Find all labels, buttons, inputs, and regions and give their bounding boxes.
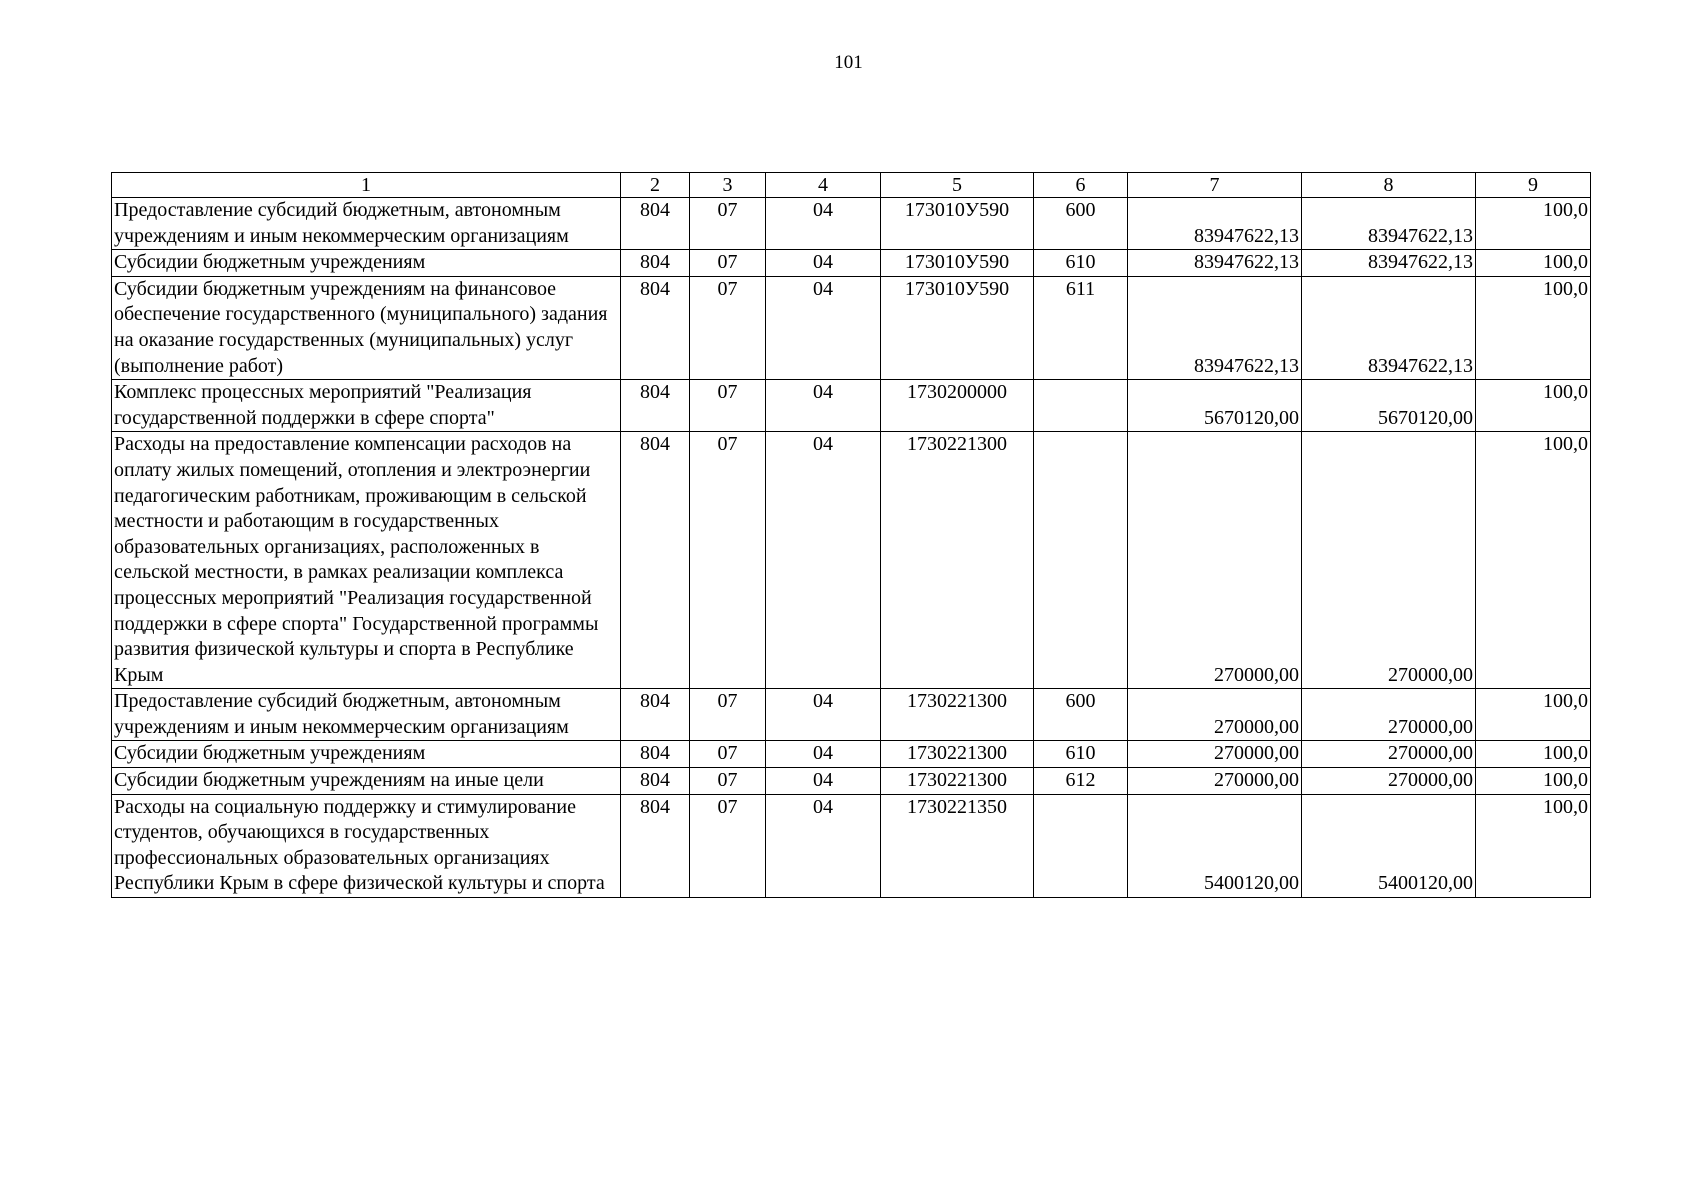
execution-percent: 100,0 [1476, 689, 1591, 741]
section-code: 07 [690, 250, 766, 277]
ministry-code: 804 [621, 250, 690, 277]
table-row [112, 250, 1591, 277]
expense-name: Комплекс процессных мероприятий "Реализация государственной поддержки в сфере спорта" [112, 380, 621, 432]
expense-name: Субсидии бюджетным учреждениям [112, 741, 621, 768]
target-article-code: 1730221350 [881, 794, 1034, 897]
ministry-code: 804 [621, 741, 690, 768]
expense-type-code [1034, 794, 1128, 897]
budget-table [111, 172, 1591, 898]
column-header: 2 [621, 173, 690, 198]
expense-type-code: 600 [1034, 198, 1128, 250]
target-article-code: 173010У590 [881, 250, 1034, 277]
actual-amount: 270000,00 [1302, 432, 1476, 689]
column-header: 9 [1476, 173, 1591, 198]
actual-amount: 83947622,13 [1302, 198, 1476, 250]
execution-percent: 100,0 [1476, 250, 1591, 277]
section-code: 07 [690, 689, 766, 741]
expense-name: Субсидии бюджетным учреждениям на финансовое обеспечение государственного (муниципального) задания на оказание государственных (муниципальных) услуг (выполнение работ) [112, 276, 621, 379]
section-code: 07 [690, 276, 766, 379]
subsection-code: 04 [766, 689, 881, 741]
execution-percent: 100,0 [1476, 741, 1591, 768]
column-header: 1 [112, 173, 621, 198]
expense-name: Предоставление субсидий бюджетным, автономным учреждениям и иным некоммерческим организациям [112, 689, 621, 741]
planned-amount: 83947622,13 [1128, 198, 1302, 250]
target-article-code: 1730221300 [881, 741, 1034, 768]
table-row [112, 276, 1591, 379]
ministry-code: 804 [621, 794, 690, 897]
section-code: 07 [690, 432, 766, 689]
actual-amount: 5400120,00 [1302, 794, 1476, 897]
subsection-code: 04 [766, 741, 881, 768]
expense-type-code: 610 [1034, 250, 1128, 277]
expense-type-code [1034, 432, 1128, 689]
expense-name: Субсидии бюджетным учреждениям [112, 250, 621, 277]
column-header: 6 [1034, 173, 1128, 198]
target-article-code: 173010У590 [881, 198, 1034, 250]
planned-amount: 270000,00 [1128, 689, 1302, 741]
planned-amount: 270000,00 [1128, 741, 1302, 768]
column-header: 4 [766, 173, 881, 198]
table-row [112, 741, 1591, 768]
ministry-code: 804 [621, 689, 690, 741]
table-row [112, 198, 1591, 250]
table-row [112, 768, 1591, 795]
planned-amount: 5400120,00 [1128, 794, 1302, 897]
actual-amount: 270000,00 [1302, 741, 1476, 768]
table-row [112, 794, 1591, 897]
execution-percent: 100,0 [1476, 768, 1591, 795]
section-code: 07 [690, 380, 766, 432]
subsection-code: 04 [766, 198, 881, 250]
execution-percent: 100,0 [1476, 794, 1591, 897]
table-header-row [112, 173, 1591, 198]
execution-percent: 100,0 [1476, 276, 1591, 379]
subsection-code: 04 [766, 380, 881, 432]
planned-amount: 270000,00 [1128, 768, 1302, 795]
expense-type-code: 612 [1034, 768, 1128, 795]
subsection-code: 04 [766, 250, 881, 277]
expense-type-code: 600 [1034, 689, 1128, 741]
expense-type-code [1034, 380, 1128, 432]
planned-amount: 270000,00 [1128, 432, 1302, 689]
subsection-code: 04 [766, 768, 881, 795]
table-row [112, 689, 1591, 741]
column-header: 5 [881, 173, 1034, 198]
subsection-code: 04 [766, 432, 881, 689]
ministry-code: 804 [621, 276, 690, 379]
target-article-code: 173010У590 [881, 276, 1034, 379]
planned-amount: 5670120,00 [1128, 380, 1302, 432]
target-article-code: 1730200000 [881, 380, 1034, 432]
target-article-code: 1730221300 [881, 768, 1034, 795]
actual-amount: 270000,00 [1302, 768, 1476, 795]
execution-percent: 100,0 [1476, 380, 1591, 432]
column-header: 8 [1302, 173, 1476, 198]
ministry-code: 804 [621, 768, 690, 795]
actual-amount: 270000,00 [1302, 689, 1476, 741]
target-article-code: 1730221300 [881, 432, 1034, 689]
expense-name: Расходы на предоставление компенсации расходов на оплату жилых помещений, отопления и электроэнергии педагогическим работникам, проживающим в сельской местности и работающим в государственных образовательных организациях, расположенных в сельской местности, в рамках реализации комплекса процессных мероприятий "Реализация государственной поддержки в сфере спорта" Государственной программы развития физической культуры и спорта в Республике Крым [112, 432, 621, 689]
ministry-code: 804 [621, 432, 690, 689]
section-code: 07 [690, 198, 766, 250]
subsection-code: 04 [766, 794, 881, 897]
column-header: 7 [1128, 173, 1302, 198]
section-code: 07 [690, 794, 766, 897]
planned-amount: 83947622,13 [1128, 250, 1302, 277]
expense-type-code: 610 [1034, 741, 1128, 768]
execution-percent: 100,0 [1476, 432, 1591, 689]
subsection-code: 04 [766, 276, 881, 379]
planned-amount: 83947622,13 [1128, 276, 1302, 379]
expense-type-code: 611 [1034, 276, 1128, 379]
ministry-code: 804 [621, 198, 690, 250]
expense-name: Субсидии бюджетным учреждениям на иные цели [112, 768, 621, 795]
table-row [112, 432, 1591, 689]
table-row [112, 380, 1591, 432]
expense-name: Предоставление субсидий бюджетным, автономным учреждениям и иным некоммерческим организациям [112, 198, 621, 250]
expense-name: Расходы на социальную поддержку и стимулирование студентов, обучающихся в государственных профессиональных образовательных организациях Республики Крым в сфере физической культуры и спорта [112, 794, 621, 897]
section-code: 07 [690, 741, 766, 768]
ministry-code: 804 [621, 380, 690, 432]
execution-percent: 100,0 [1476, 198, 1591, 250]
column-header: 3 [690, 173, 766, 198]
page-number: 101 [834, 52, 863, 73]
section-code: 07 [690, 768, 766, 795]
actual-amount: 83947622,13 [1302, 250, 1476, 277]
target-article-code: 1730221300 [881, 689, 1034, 741]
actual-amount: 5670120,00 [1302, 380, 1476, 432]
actual-amount: 83947622,13 [1302, 276, 1476, 379]
